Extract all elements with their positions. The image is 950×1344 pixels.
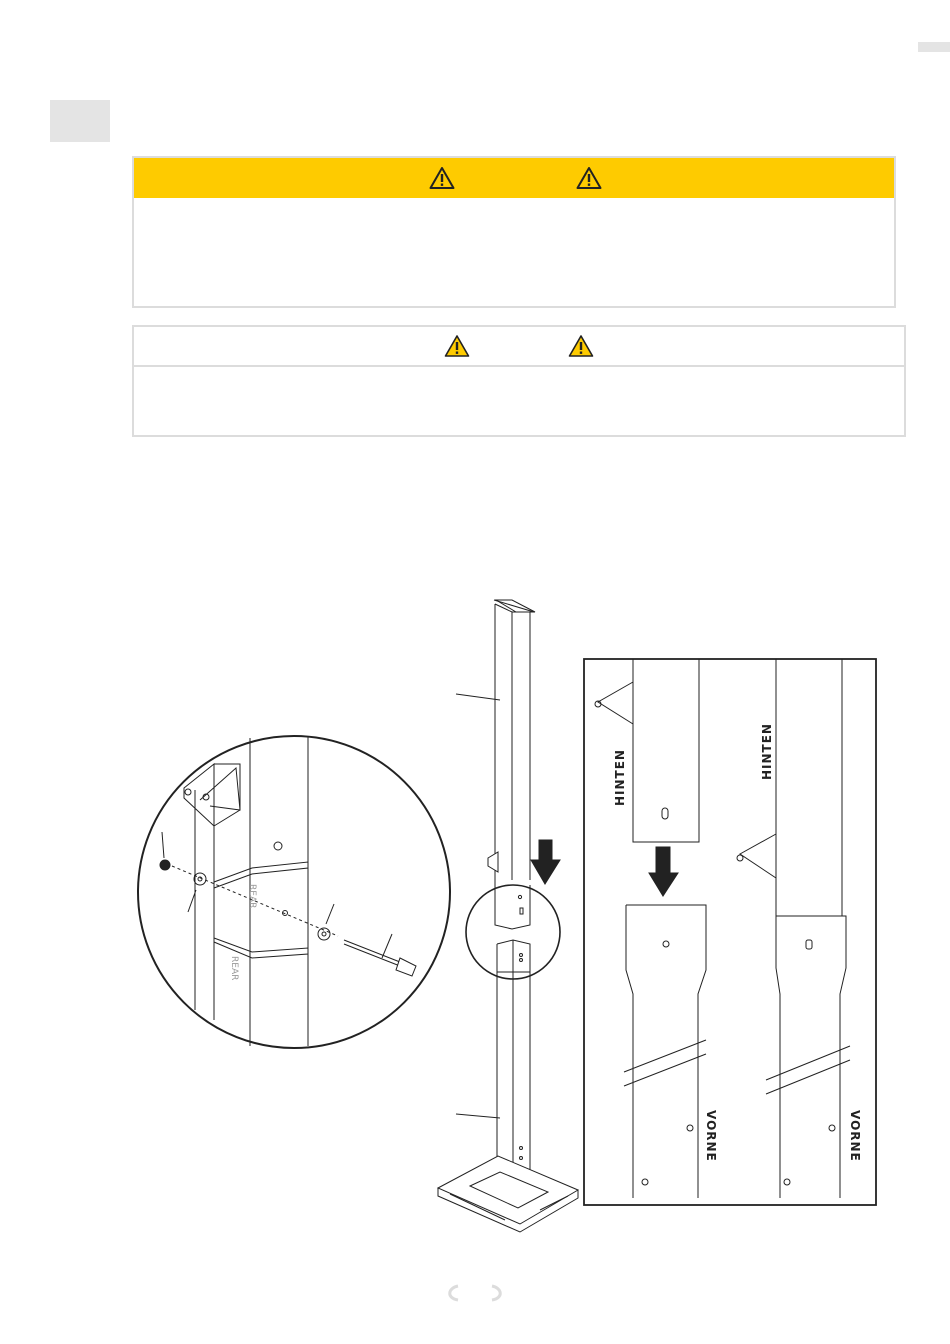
rear-stamp: REAR: [247, 884, 257, 909]
rear-stamp: REAR: [229, 956, 239, 981]
detail-label-rear: HINTEN: [760, 723, 774, 780]
leader-line: [456, 694, 500, 700]
detail-label-front: VORNE: [704, 1110, 718, 1162]
zoom-circle: [138, 736, 450, 1048]
orientation-detail-panel: [584, 659, 876, 1205]
upright-post: [488, 600, 535, 880]
detail-label-rear: HINTEN: [613, 749, 627, 806]
page-number-ornament: [440, 1282, 510, 1304]
leader-line: [456, 1114, 500, 1118]
detail-label-front: VORNE: [848, 1110, 862, 1162]
down-arrow-icon: [649, 847, 678, 896]
down-arrow-icon: [531, 840, 560, 884]
base-plate: [438, 1156, 578, 1232]
